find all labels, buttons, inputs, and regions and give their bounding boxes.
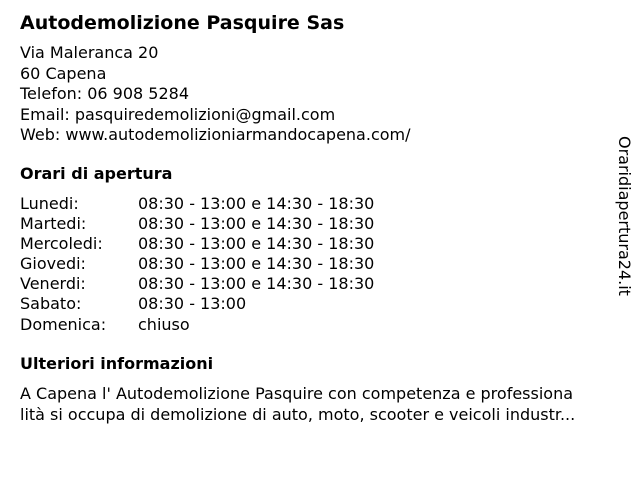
day-label: Sabato:: [20, 294, 82, 314]
day-label: Martedi:: [20, 214, 87, 234]
day-label: Mercoledi:: [20, 234, 103, 254]
hours-row-saturday: [20, 294, 374, 314]
watermark-text: Oraridiapertura24.it: [615, 136, 634, 296]
day-hours: 08:30 - 13:00 e 14:30 - 18:30: [138, 274, 375, 294]
day-hours: chiuso: [138, 314, 190, 334]
day-hours: 08:30 - 13:00 e 14:30 - 18:30: [138, 254, 375, 274]
day-label: Venerdi:: [20, 274, 86, 294]
hours-table: [20, 194, 374, 335]
email-line: Email: pasquiredemolizioni@gmail.com: [20, 104, 336, 124]
day-label: Domenica:: [20, 314, 107, 334]
description-line-1: A Capena l' Autodemolizione Pasquire con competenza e professiona: [20, 384, 574, 403]
day-label: Lunedi:: [20, 194, 79, 213]
site-watermark: [614, 136, 634, 316]
hours-row-monday: [20, 194, 374, 214]
hours-row-thursday: [20, 254, 374, 274]
description: [20, 384, 575, 425]
hours-row-tuesday: [20, 214, 374, 234]
contact-info: [20, 43, 411, 146]
address-street: Via Maleranca 20: [20, 43, 159, 62]
hours-row-friday: [20, 274, 374, 294]
address-city: 60 Capena: [20, 63, 107, 83]
more-info-heading: Ulteriori informazioni: [20, 354, 214, 373]
business-name: Autodemolizione Pasquire Sas: [20, 12, 345, 34]
hours-row-sunday: [20, 315, 374, 335]
day-hours: 08:30 - 13:00 e 14:30 - 18:30: [138, 194, 375, 213]
day-hours: 08:30 - 13:00 e 14:30 - 18:30: [138, 234, 375, 254]
day-hours: 08:30 - 13:00: [138, 294, 247, 314]
web-line: Web: www.autodemolizioniarmandocapena.com/: [20, 125, 411, 144]
hours-heading: Orari di apertura: [20, 164, 173, 183]
description-line-2: lità si occupa di demolizione di auto, moto, scooter e veicoli industr...: [20, 404, 576, 424]
phone-line: Telefon: 06 908 5284: [20, 84, 190, 103]
day-hours: 08:30 - 13:00 e 14:30 - 18:30: [138, 214, 375, 234]
hours-row-wednesday: [20, 234, 374, 254]
day-label: Giovedi:: [20, 254, 86, 274]
